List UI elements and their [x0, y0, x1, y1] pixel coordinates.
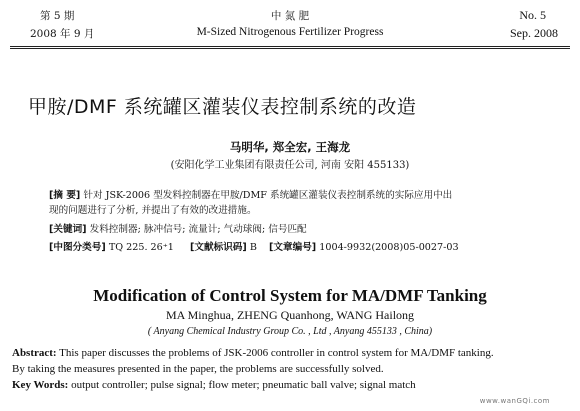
document-code-label: [文献标识码] [190, 242, 247, 253]
abstract-en [12, 345, 572, 393]
keywords-label-cn: [关键词] [49, 224, 87, 235]
abstract-label-en: Abstract: [12, 347, 57, 359]
abstract-text-en-line1: This paper discusses the problems of JSK-2006 controller in control system for MA/DMF tanking. [56, 347, 494, 359]
journal-name-cn: 中 氮 肥 [270, 10, 310, 22]
authors-en: MA Minghua, ZHENG Quanhong, WANG Hailong [165, 308, 415, 322]
issue-date-en: Sep. 2008 [510, 26, 558, 40]
abstract-label-cn: [摘 要] [49, 190, 81, 201]
abstract-text-cn-line2: 现的问题进行了分析, 并提出了有效的改进措施。 [49, 205, 257, 216]
authors-cn: 马明华, 郑全宏, 王海龙 [229, 140, 351, 154]
issue-number-en: No. 5 [519, 8, 546, 22]
journal-name-en: M-Sized Nitrogenous Fertilizer Progress [196, 26, 384, 38]
watermark: www.wanGQi.com [479, 397, 550, 405]
abstract-text-cn-line1: 针对 JSK-2006 型发料控制器在甲胺/DMF 系统罐区灌装仪表控制系统的实际应用中出 [83, 190, 453, 201]
issue-number-cn: 第 5 期 [40, 10, 75, 22]
abstract-text-en-line2: By taking the measures presented in the paper, the problems are successfully solved. [12, 363, 384, 375]
class-number-label: [中图分类号] [49, 242, 106, 253]
class-number-value: TQ 225. 26⁺1 [108, 242, 174, 253]
affiliation-cn: (安阳化学工业集团有限责任公司, 河南 安阳 455133) [170, 160, 410, 171]
keywords-cn: 发料控制器; 脉冲信号; 流量计; 气动球阀; 信号匹配 [89, 224, 307, 235]
paper-title-en: Modification of Control System for MA/DMF Tanking [93, 286, 487, 305]
document-code-value: B [249, 242, 257, 253]
article-number-value: 1004-9932(2008)05-0027-03 [319, 242, 459, 253]
keywords-label-en: Key Words: [12, 379, 69, 391]
header-rule-thin [10, 48, 570, 49]
issue-date-cn: 2008 年 9 月 [30, 28, 95, 40]
keywords-en: output controller; pulse signal; flow meter; pneumatic ball valve; signal match [68, 379, 416, 391]
header-rule [10, 46, 570, 47]
affiliation-en: ( Anyang Chemical Industry Group Co. , Ltd , Anyang 455133 , China) [147, 326, 433, 337]
article-number-label: [文章编号] [269, 242, 317, 253]
paper-title-cn: 甲胺/DMF 系统罐区灌装仪表控制系统的改造 [28, 96, 417, 118]
